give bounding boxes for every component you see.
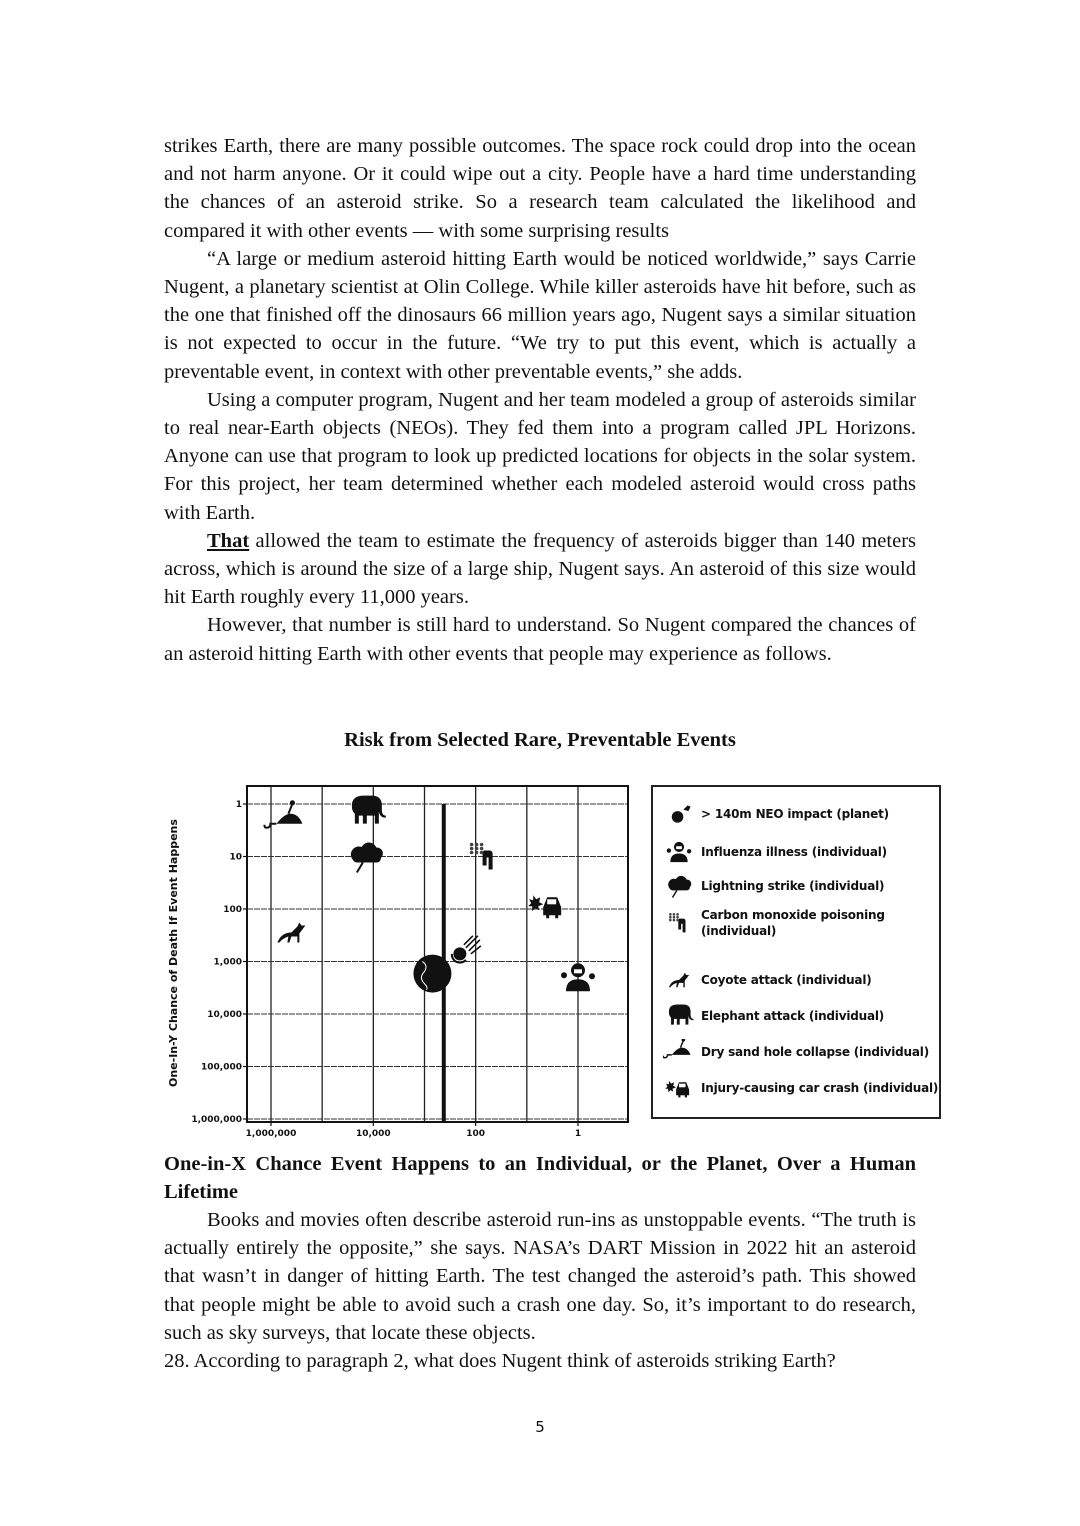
- legend-label: Elephant attack (individual): [701, 1009, 885, 1023]
- coyote-icon: [663, 967, 695, 993]
- paragraph-5: However, that number is still hard to understand. So Nugent compared the chances of an asteroid hitting Earth with other events that people may experience as follows.: [164, 614, 916, 665]
- legend-label: Carbon monoxide poisoning (individual): [701, 908, 885, 938]
- article-continued: [164, 1206, 916, 1347]
- chart-plot: [160, 775, 650, 1145]
- page-number: 5: [535, 1418, 545, 1436]
- grid-lines: [247, 786, 628, 1122]
- car-crash-icon: [663, 1075, 695, 1101]
- paragraph-4-text: allowed the team to estimate the frequency of asteroids bigger than 140 meters across, which is around the size of a large ship, Nugent says. An asteroid of this size would hit Earth roughly every 11,000 years.: [164, 529, 916, 609]
- legend-item: [663, 839, 887, 865]
- car-crash-icon: [528, 895, 561, 918]
- chart-legend: [651, 785, 941, 1119]
- y-tick-label: 10,000: [207, 1010, 242, 1020]
- coyote-icon: [277, 922, 305, 942]
- asteroid-earth-icon: [663, 801, 695, 827]
- x-tick-label: 100: [466, 1129, 486, 1139]
- legend-label: Lightning strike (individual): [701, 879, 885, 893]
- lightning-cloud-icon: [351, 843, 383, 873]
- paragraph-1: strikes Earth, there are many possible outcomes. The space rock could drop into the ocean and not harm anyone. Or it could wipe out a city. People have a hard time understanding the chances of an asteroid strike. So a research team calculated the likelihood and compared it with other events — with some surprising results: [164, 135, 916, 242]
- legend-item: [663, 1039, 929, 1065]
- sick-person-icon: [663, 839, 695, 865]
- elephant-icon: [663, 1003, 695, 1029]
- legend-label: > 140m NEO impact (planet): [701, 807, 889, 821]
- elephant-icon: [352, 796, 386, 824]
- question-28: 28. According to paragraph 2, what does Nugent think of asteroids striking Earth?: [164, 1350, 836, 1372]
- y-axis-label: One-In-Y Chance of Death If Event Happens: [167, 819, 180, 1087]
- legend-item: [663, 967, 872, 993]
- chart-title: Risk from Selected Rare, Preventable Events: [344, 729, 736, 751]
- risk-chart: [160, 775, 950, 1145]
- smoke-person-icon: [663, 910, 695, 936]
- sick-person-icon: [561, 963, 595, 991]
- paragraph-3: Using a computer program, Nugent and her team modeled a group of asteroids similar to real near-Earth objects (NEOs). They fed them into a program called JPL Horizons. Anyone can use that program to look up predicted locations for objects in the solar system. For this project, her team determined whether each modeled asteroid would cross paths with Earth.: [164, 388, 916, 524]
- x-tick-label: 10,000: [355, 1129, 391, 1139]
- legend-item: [663, 907, 885, 939]
- legend-item: [663, 801, 889, 827]
- legend-item: [663, 1003, 884, 1029]
- y-tick-label: 1,000: [213, 957, 242, 968]
- y-tick-label: 1,000,000: [191, 1115, 242, 1125]
- legend-label: Coyote attack (individual): [701, 973, 872, 987]
- data-points: [264, 796, 595, 1122]
- legend-item: [663, 873, 884, 899]
- legend-item: [663, 1075, 938, 1101]
- plot-frame: [247, 786, 628, 1122]
- y-tick-label: 100,000: [201, 1062, 242, 1073]
- axes: [191, 786, 628, 1139]
- legend-label: Dry sand hole collapse (individual): [701, 1045, 929, 1059]
- legend-label: Injury-causing car crash (individual): [701, 1081, 939, 1095]
- underlined-word-that: That: [207, 529, 250, 552]
- y-tick-label: 1: [235, 800, 242, 810]
- y-tick-label: 100: [223, 905, 242, 915]
- y-tick-label: 10: [229, 852, 242, 863]
- paragraph-6: Books and movies often describe asteroid run-ins as unstoppable events. “The truth is actually entirely the opposite,” she says. NASA’s DART Mission in 2022 hit an asteroid that wasn’t in danger of hitting Earth. The test changed the asteroid’s path. This showed that people might be able to avoid such a crash one day. So, it’s important to do research, such as sky surveys, that locate these objects.: [164, 1209, 916, 1344]
- chart-caption: One-in-X Chance Event Happens to an Individual, or the Planet, Over a Human Lifetime: [164, 1153, 916, 1204]
- lightning-cloud-icon: [663, 873, 695, 899]
- paragraph-4: [164, 527, 916, 612]
- legend-label: Influenza illness (individual): [701, 845, 887, 859]
- paragraph-2: “A large or medium asteroid hitting Earth would be noticed worldwide,” says Carrie Nugent, a planetary scientist at Olin College. While killer asteroids have hit before, such as the one that finished off the dinosaurs 66 million years ago, Nugent says a similar situation is not expected to occur in the future. “We try to put this event, which is actually a preventable event, in context with other preventable events,” she adds.: [164, 247, 916, 383]
- sand-hole-icon: [663, 1039, 695, 1065]
- x-tick-label: 1,000,000: [245, 1129, 297, 1139]
- x-tick-label: 1: [574, 1129, 582, 1139]
- earth-icon: [413, 955, 451, 993]
- asteroid-icon: [452, 936, 481, 963]
- article-body: [164, 132, 916, 668]
